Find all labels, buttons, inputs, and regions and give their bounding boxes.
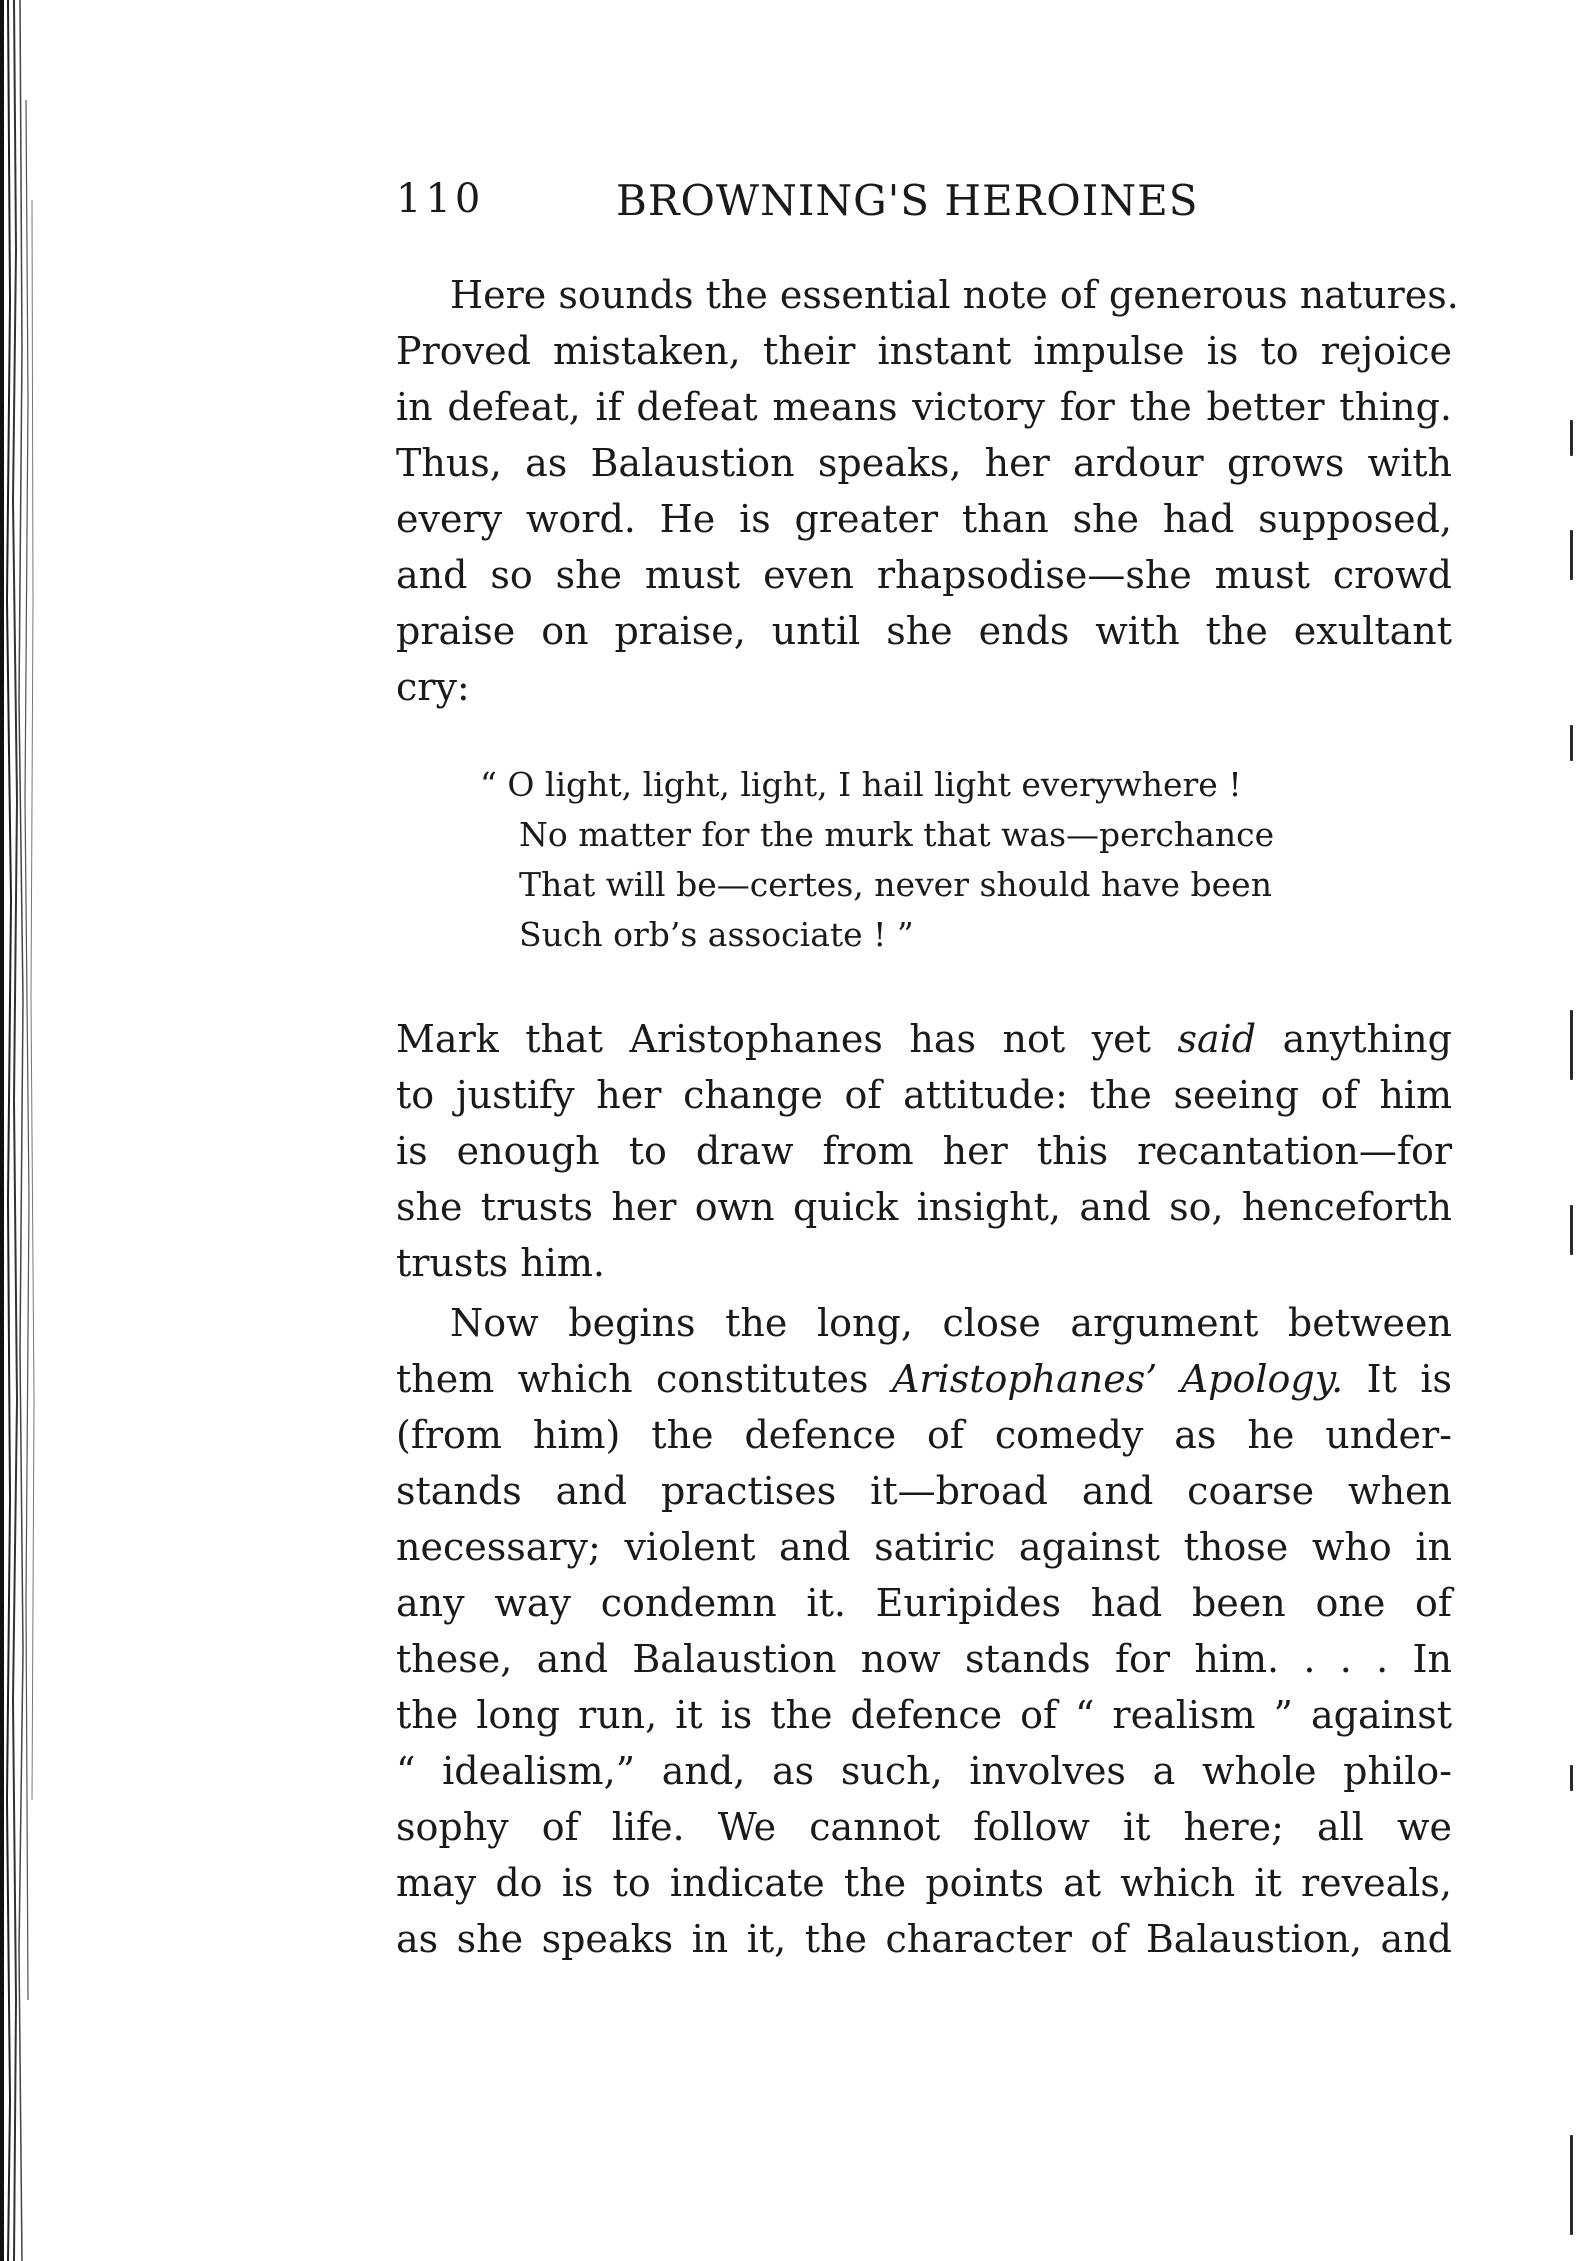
text-line: as she speaks in it, the character of Balaustion, and [396,1917,1452,1961]
text-line: Proved mistaken, their instant impulse is to rejoice [396,329,1452,373]
text-line: and so she must even rhapsodise—she must crowd [396,553,1452,597]
text-line [396,1016,1452,1062]
text-line: praise on praise, until she ends with the exultant [396,609,1452,653]
text-line: Here sounds the essential note of generous natures. [450,273,1459,317]
text-line: every word. He is greater than she had supposed, [396,497,1452,541]
text-line: to justify her change of attitude: the seeing of him [396,1073,1452,1117]
margin-mark [1570,2135,1573,2235]
page-header [396,176,1454,236]
page-number: 110 [396,176,485,222]
margin-mark [1570,1010,1573,1080]
text-line: in defeat, if defeat means victory for the better thing. [396,385,1452,429]
text-line: the long run, it is the defence of “ realism ” against [396,1693,1452,1737]
text-line: necessary; violent and satiric against those who in [396,1525,1452,1569]
text-line: may do is to indicate the points at which it reveals, [396,1861,1452,1905]
verse-line: Such orb’s associate ! ” [519,915,914,954]
margin-mark [1570,1765,1573,1791]
text-span: them which constitutes [396,1357,869,1401]
margin-mark [1570,725,1573,761]
emphasis: said [1177,1017,1257,1061]
verse-line: No matter for the murk that was—perchance [519,815,1275,854]
book-title: Aristophanes’ Apology. [891,1357,1344,1401]
margin-mark [1570,420,1573,456]
text-line: these, and Balaustion now stands for him. . . . In [396,1637,1452,1681]
text-line: Thus, as Balaustion speaks, her ardour grows with [396,441,1452,485]
text-span: anything [1282,1017,1452,1061]
text-span: Mark that Aristophanes has not yet [396,1017,1151,1061]
verse-line: “ O light, light, light, I hail light everywhere ! [480,765,1242,804]
text-line: stands and practises it—broad and coarse when [396,1469,1452,1513]
margin-mark [1570,1205,1573,1255]
text-line: trusts him. [396,1241,605,1285]
text-line: she trusts her own quick insight, and so, henceforth [396,1185,1452,1229]
text-line [396,1356,1452,1402]
text-span: It is [1366,1357,1452,1401]
text-line: sophy of life. We cannot follow it here; all we [396,1805,1452,1849]
text-line: any way condemn it. Euripides had been one of [396,1581,1452,1625]
text-line: “ idealism,” and, as such, involves a whole philo- [396,1749,1452,1793]
text-line: (from him) the defence of comedy as he under- [396,1413,1452,1457]
text-line: Now begins the long, close argument between [450,1301,1452,1345]
verse-line: That will be—certes, never should have been [519,865,1272,904]
margin-mark [1570,530,1573,580]
book-spine-edge [0,0,40,2261]
text-line: is enough to draw from her this recantation—for [396,1129,1452,1173]
text-line: cry: [396,665,470,709]
running-title: BROWNING'S HEROINES [616,176,1199,225]
